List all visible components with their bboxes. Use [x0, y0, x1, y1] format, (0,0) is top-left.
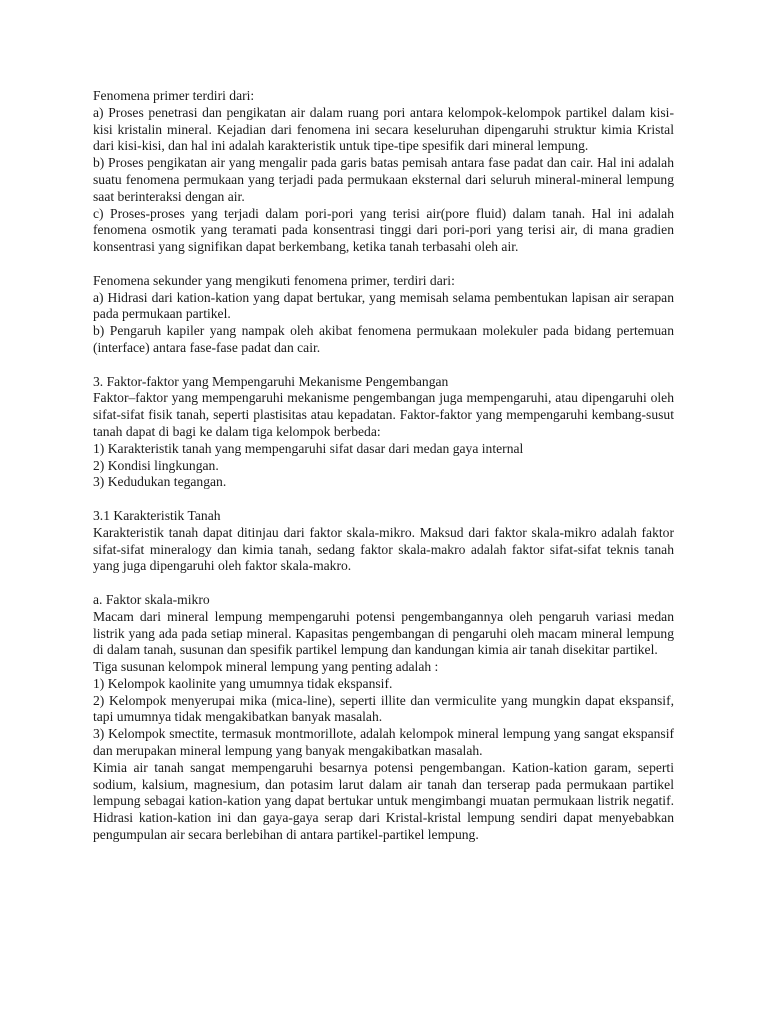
paragraph-factors-intro: Faktor–faktor yang mempengaruhi mekanisme pengembangan juga mempengaruhi, atau dipengaruhi oleh sifat-sifat fisik tanah, seperti plastisitas atau kepadatan. Faktor-faktor yang mempengaruhi kembang-susut tanah dapat di bagi ke dalam tiga kelompok berbeda: [93, 390, 674, 439]
paragraph-primary-c: c) Proses-proses yang terjadi dalam pori-pori yang terisi air(pore fluid) dalam tanah. Hal ini adalah fenomena osmotik yang teramati pada konsentrasi tinggi dari pori-pori yang terisi air, di mana gradien konsentrasi yang signifikan dapat berkembang, ketika tanah terbasahi oleh air. [93, 205, 674, 255]
list-item-group-2: 2) Kelompok menyerupai mika (mica-line), seperti illite dan vermiculite yang mungkin dapat ekspansif, tapi umumnya tidak mengakibatkan banyak masalah. [93, 692, 674, 725]
list-item-factor-1: 1) Karakteristik tanah yang mempengaruhi sifat dasar dari medan gaya internal [93, 440, 524, 456]
paragraph-soil-characteristics: Karakteristik tanah dapat ditinjau dari faktor skala-mikro. Maksud dari faktor skala-mikro adalah faktor sifat-sifat mineralogy dan kimia tanah, sedang faktor skala-makro adalah faktor sifat-sifat teknis tanah yang juga dipengaruhi oleh faktor skala-makro. [93, 524, 674, 574]
paragraph-spacer [93, 491, 674, 508]
list-item-group-3: 3) Kelompok smectite, termasuk montmorillote, adalah kelompok mineral lempung yang sangat ekspansif dan merupakan mineral lempung yang banyak mengakibatkan masalah. [93, 726, 674, 759]
document-body [93, 88, 674, 844]
paragraph-spacer [93, 357, 674, 374]
paragraph-secondary-b: b) Pengaruh kapiler yang nampak oleh akibat fenomena permukaan molekuler pada bidang pertemuan (interface) antara fase-fase padat dan cair. [93, 323, 674, 355]
paragraph-spacer [93, 256, 674, 273]
paragraph-clay-minerals: Macam dari mineral lempung mempengaruhi potensi pengembangannya oleh pengaruh variasi medan listrik yang ada pada setiap mineral. Kapasitas pengembangan di pengaruhi oleh macam mineral lempung di dalam tanah, susunan dan spesifik partikel lempung dan kandungan kimia air tanah disekitar partikel. [93, 608, 674, 658]
list-item-factor-3: 3) Kedudukan tegangan. [93, 474, 227, 490]
section-heading-3-1: 3.1 Karakteristik Tanah [93, 507, 221, 523]
paragraph-groundwater-chemistry: Kimia air tanah sangat mempengaruhi besarnya potensi pengembangan. Kation-kation garam, seperti sodium, kalsium, magnesium, dan potasim larut dalam air tanah dan terserap pada permukaan partikel lempung sebagai kation-kation yang dapat bertukar untuk mengimbangi muatan permukaan listrik negatif. Hidrasi kation-kation ini dan gaya-gaya serap dari Kristal-kristal lempung sendiri dapat menyebabkan pengumpulan air secara berlebihan di antara partikel-partikel lempung. [93, 759, 674, 843]
subsection-heading-a: a. Faktor skala-mikro [93, 591, 210, 607]
list-item-factor-2: 2) Kondisi lingkungan. [93, 457, 219, 473]
paragraph-primary-a: a) Proses penetrasi dan pengikatan air dalam ruang pori antara kelompok-kelompok partikel dalam kisi-kisi kristalin mineral. Kejadian dari fenomena ini secara keseluruhan dipengaruhi struktur kimia Kristal dari kisi-kisi, dan hal ini adalah karakteristik untuk tipe-tipe spesifik dari mineral lempung. [93, 104, 674, 154]
section-heading-3: 3. Faktor-faktor yang Mempengaruhi Mekanisme Pengembangan [93, 373, 449, 389]
paragraph-primary-b: b) Proses pengikatan air yang mengalir pada garis batas pemisah antara fase padat dan cair. Hal ini adalah suatu fenomena permukaan yang terjadi pada permukaan eksternal dari seluruh mineral-mineral lempung saat berinteraksi dengan air. [93, 155, 674, 204]
list-item-group-1: 1) Kelompok kaolinite yang umumnya tidak ekspansif. [93, 675, 393, 691]
paragraph-secondary-intro: Fenomena sekunder yang mengikuti fenomena primer, terdiri dari: [93, 272, 455, 288]
paragraph-groups-intro: Tiga susunan kelompok mineral lempung yang penting adalah : [93, 659, 439, 675]
paragraph-primary-intro: Fenomena primer terdiri dari: [93, 88, 255, 103]
paragraph-spacer [93, 575, 674, 592]
paragraph-secondary-a: a) Hidrasi dari kation-kation yang dapat bertukar, yang memisah selama pembentukan lapisan air serapan pada permukaan partikel. [93, 289, 674, 322]
